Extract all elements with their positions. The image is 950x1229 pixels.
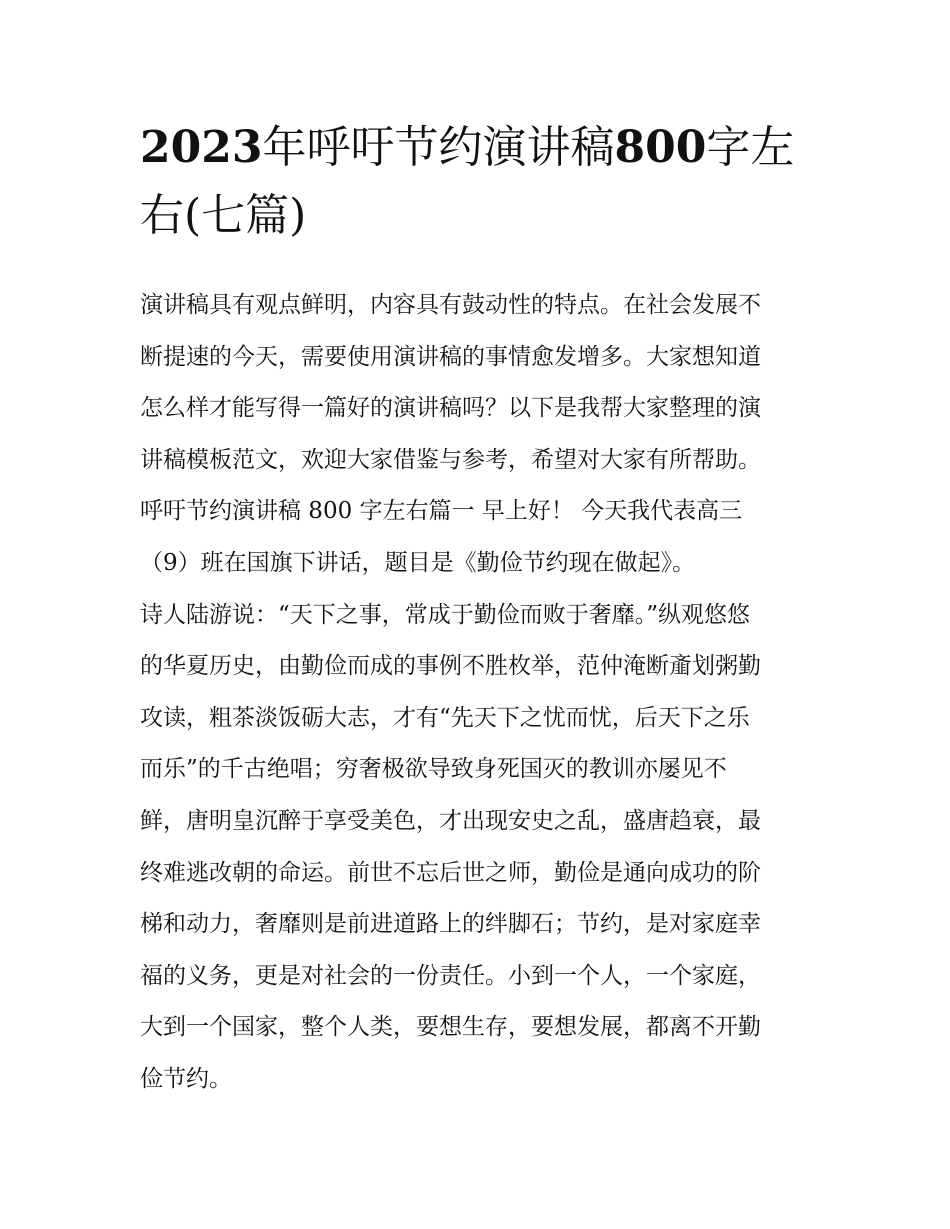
- text-line: 鲜，唐明皇沉醉于享受美色，才出现安史之乱，盛唐趋衰，最: [140, 807, 761, 834]
- text-line: 的华夏历史，由勤俭而成的事例不胜枚举，范仲淹断齑划粥勤: [140, 653, 761, 680]
- text-line: 攻读，粗茶淡饭砺大志，才有“先天下之忧而忧，后天下之乐: [140, 704, 750, 731]
- document-title: [140, 114, 820, 250]
- text-line: 讲稿模板范文，欢迎大家借鉴与参考，希望对大家有所帮助。: [140, 446, 761, 473]
- text-line: 俭节约。: [140, 1065, 232, 1092]
- document-body: [140, 280, 830, 1106]
- text-line: 梯和动力，奢靡则是前进道路上的绊脚石；节约，是对家庭幸: [140, 911, 761, 938]
- text-line: 怎么样才能写得一篇好的演讲稿吗？以下是我帮大家整理的演: [140, 395, 761, 422]
- title-text-b: 字左右(七篇): [140, 122, 795, 241]
- text-line: 大到一个国家，整个人类，要想生存，要想发展，都离不开勤: [140, 1014, 761, 1041]
- text-line: 演讲稿具有观点鲜明，内容具有鼓动性的特点。在社会发展不: [140, 292, 761, 318]
- text-line: 诗人陆游说：“天下之事，常成于勤俭而败于奢靡。”纵观悠悠: [140, 601, 751, 628]
- text-line: 福的义务，更是对社会的一份责任。小到一个人，一个家庭，: [140, 962, 761, 989]
- title-text-a: 年呼吁节约演讲稿: [262, 122, 615, 173]
- text-line: 断提速的今天，需要使用演讲稿的事情愈发增多。大家想知道: [140, 343, 761, 370]
- text-line: 终难逃改朝的命运。前世不忘后世之师，勤俭是通向成功的阶: [140, 859, 761, 886]
- title-count: 800: [614, 122, 707, 173]
- text-line: 而乐”的千古绝唱；穷奢极欲导致身死国灭的教训亦屡见不: [140, 756, 727, 783]
- text-line: 呼吁节约演讲稿 800 字左右篇一 早上好！ 今天我代表高三: [140, 498, 743, 525]
- title-year: 2023: [140, 122, 263, 173]
- text-line: （9）班在国旗下讲话，题目是《勤俭节约现在做起》。: [140, 549, 696, 576]
